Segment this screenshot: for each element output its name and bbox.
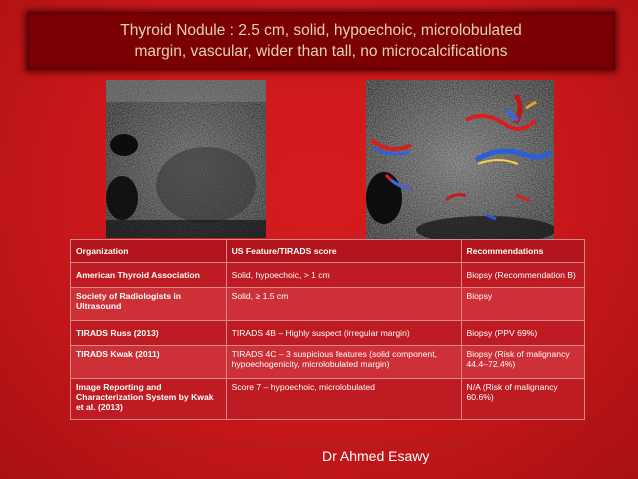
table-header-row xyxy=(71,240,585,263)
table-row xyxy=(71,288,585,321)
recommendation-cell: Biopsy (PPV 69%) xyxy=(461,321,585,346)
title-line-1: Thyroid Nodule : 2.5 cm, solid, hypoechoic, microlobulated xyxy=(120,22,522,39)
recommendation-cell: N/A (Risk of malignancy 60.6%) xyxy=(461,379,585,420)
organization-cell: TIRADS Russ (2013) xyxy=(71,321,227,346)
organization-cell: American Thyroid Association xyxy=(71,263,227,288)
table-row xyxy=(71,379,585,420)
feature-cell: Solid, hypoechoic, > 1 cm xyxy=(226,263,461,288)
feature-cell: Solid, ≥ 1.5 cm xyxy=(226,288,461,321)
organization-cell: Image Reporting and Characterization System by Kwak et al. (2013) xyxy=(71,379,227,420)
feature-cell: Score 7 – hypoechoic, microlobulated xyxy=(226,379,461,420)
feature-cell: TIRADS 4C – 3 suspicious features (solid component, hypoechogenicity, microlobulated margin) xyxy=(226,346,461,379)
author-name: Dr Ahmed Esawy xyxy=(322,448,430,464)
organization-cell: TIRADS Kwak (2011) xyxy=(71,346,227,379)
table-row xyxy=(71,346,585,379)
grayscale-ultrasound-image xyxy=(106,80,266,238)
title-line-2: margin, vascular, wider than tall, no microcalcifications xyxy=(134,43,508,60)
feature-cell: TIRADS 4B – Highly suspect (irregular margin) xyxy=(226,321,461,346)
header-recommendations: Recommendations xyxy=(461,240,585,263)
recommendation-cell: Biopsy (Risk of malignancy 44.4–72.4%) xyxy=(461,346,585,379)
organization-cell: Society of Radiologists in Ultrasound xyxy=(71,288,227,321)
header-us-feature: US Feature/TIRADS score xyxy=(226,240,461,263)
recommendations-table xyxy=(70,239,585,420)
slide-title xyxy=(27,12,615,70)
table-row xyxy=(71,263,585,288)
header-organization: Organization xyxy=(71,240,227,263)
doppler-ultrasound-image xyxy=(366,80,554,240)
table-row xyxy=(71,321,585,346)
recommendation-cell: Biopsy (Recommendation B) xyxy=(461,263,585,288)
recommendation-cell: Biopsy xyxy=(461,288,585,321)
footnote: FNA of the nodule showed class 5 – suspicious for malignancy, which was found to be papillary carcinoma xyxy=(118,438,471,447)
